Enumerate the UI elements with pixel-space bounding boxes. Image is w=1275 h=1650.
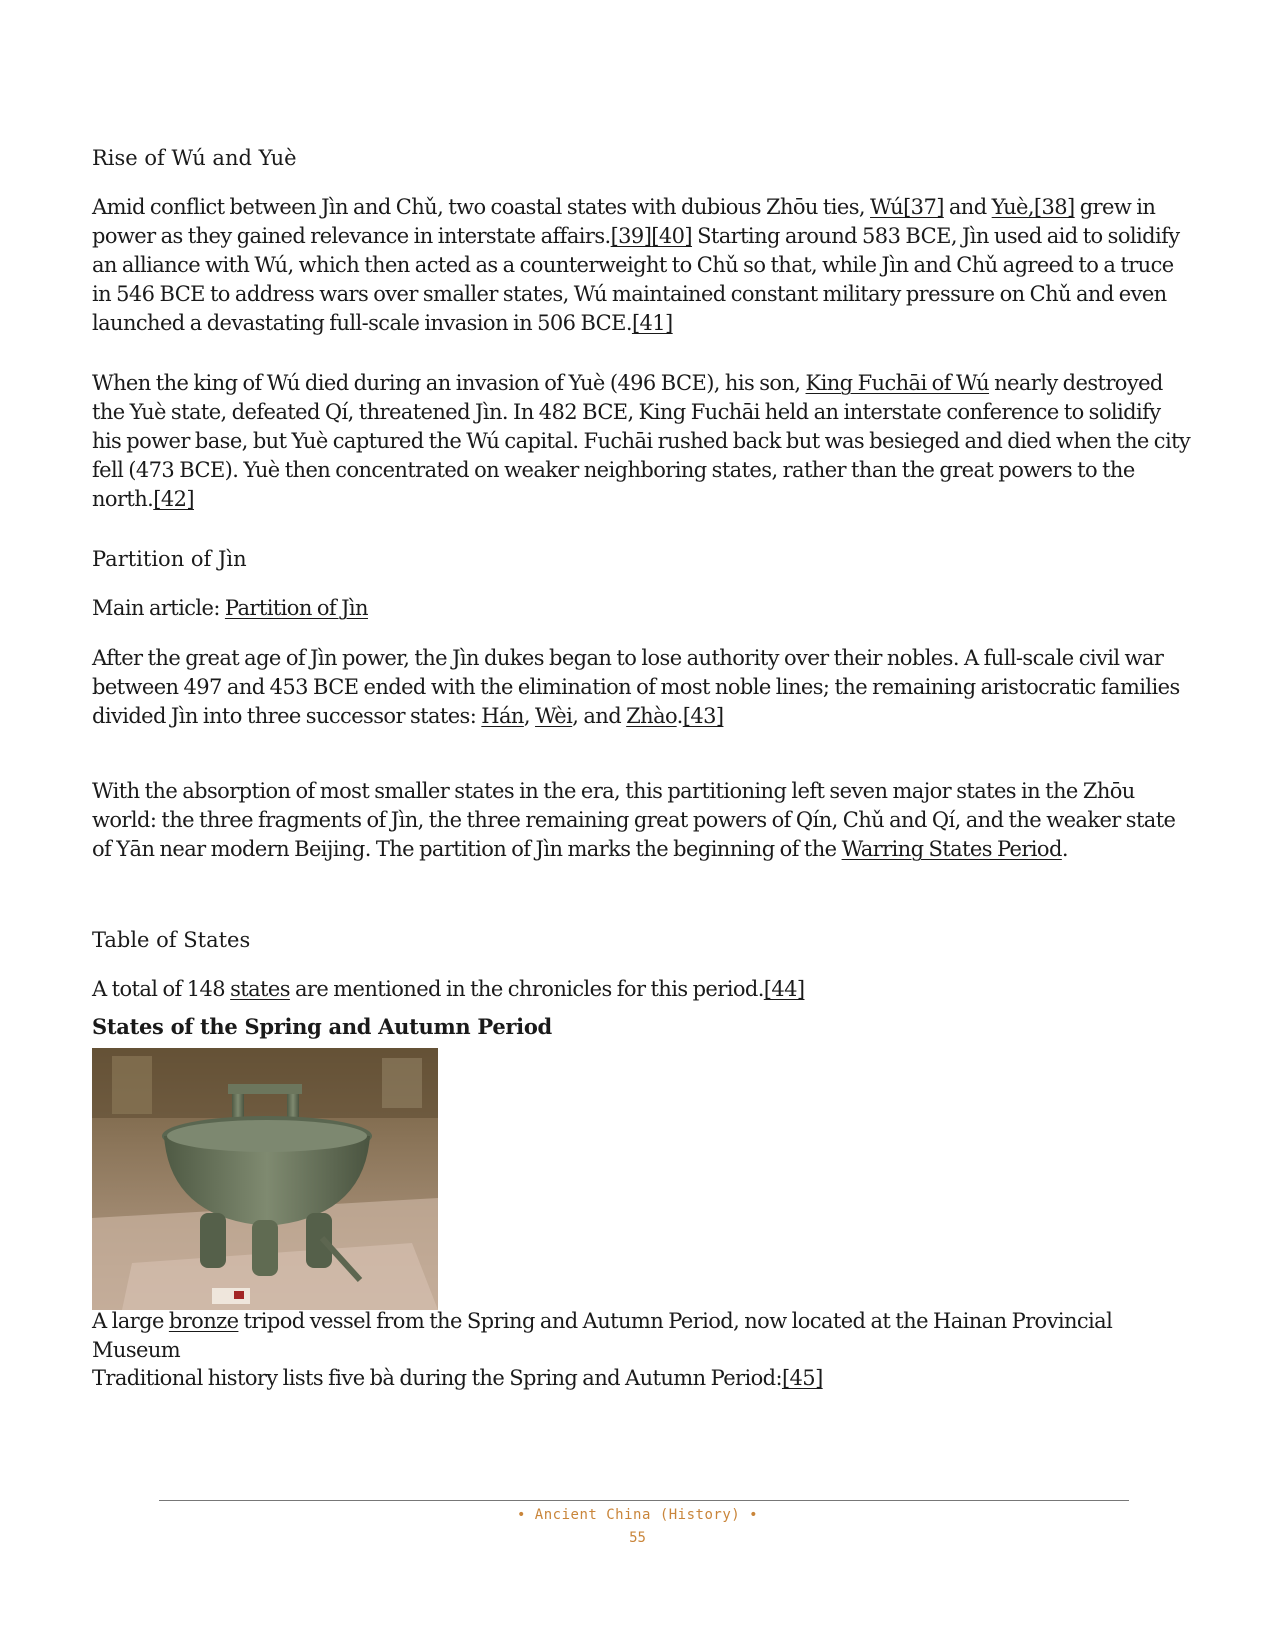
footer-divider — [159, 1500, 1129, 1501]
paragraph-traditional: Traditional history lists five bà during the Spring and Autumn Period:[45] — [92, 1366, 823, 1390]
section-heading-rise: Rise of Wú and Yuè — [92, 146, 297, 170]
citation-43[interactable]: [43] — [682, 704, 724, 728]
link-han[interactable]: Hán — [481, 704, 524, 728]
link-partition-of-jin[interactable]: Partition of Jìn — [224, 596, 368, 620]
states-table-title: States of the Spring and Autumn Period — [92, 1014, 552, 1039]
link-states[interactable]: states — [230, 977, 290, 1001]
paragraph-partition-1: After the great age of Jìn power, the Jìn dukes began to lose authority over their nobles. A full-scale civil war between 497 and 453 BCE ended with the elimination of most noble lines; the remaining aristocratic families divided Jìn into three successor states: Hán, Wèi, and Zhào.[43] — [92, 646, 1180, 728]
link-warring-states-period[interactable]: Warring States Period — [841, 837, 1062, 861]
citation-45[interactable]: [45] — [781, 1366, 823, 1390]
section-heading-partition: Partition of Jìn — [92, 547, 247, 571]
paragraph-rise-1: Amid conflict between Jìn and Chǔ, two coastal states with dubious Zhōu ties, Wú[37] and Yuè,[38] grew in power as they gained relevance in interstate affairs.[39][40] Starting around 583 BCE, Jìn used aid to solidify an alliance with Wú, which then acted as a counterweight to Chǔ so that, while Jìn and Chǔ agreed to a truce in 546 BCE to address wars over smaller states, Wú maintained constant military pressure on Chǔ and even launched a devastating full-scale invasion in 506 BCE.[41] — [92, 195, 1180, 335]
citation-44[interactable]: [44] — [763, 977, 805, 1001]
footer-title: • Ancient China (History) • — [516, 1507, 759, 1523]
bronze-tripod-photo — [92, 1048, 438, 1310]
main-article-line: Main article: Partition of Jìn — [92, 596, 368, 620]
link-bronze[interactable]: bronze — [168, 1309, 239, 1333]
page-number: 55 — [629, 1530, 646, 1546]
link-wu[interactable]: Wú[37] — [870, 195, 944, 219]
link-zhao[interactable]: Zhào — [626, 704, 677, 728]
citation-41[interactable]: [41] — [631, 311, 673, 335]
link-wei[interactable]: Wèi — [535, 704, 573, 728]
citation-42[interactable]: [42] — [153, 487, 194, 511]
citation-39[interactable]: [39] — [610, 224, 652, 248]
paragraph-rise-2: When the king of Wú died during an invasion of Yuè (496 BCE), his son, King Fuchāi of Wú nearly destroyed the Yuè state, defeated Qí, threatened Jìn. In 482 BCE, King Fuchāi held an interstate conference to solidify his power base, but Yuè captured the Wú capital. Fuchāi rushed back but was besieged and died when the city fell (473 BCE). Yuè then concentrated on weaker neighboring states, rather than the great powers to the north.[42] — [92, 371, 1191, 511]
photo-caption: A large bronze tripod vessel from the Spring and Autumn Period, now located at the Hainan Provincial Museum — [92, 1309, 1113, 1362]
paragraph-table-1: A total of 148 states are mentioned in the chronicles for this period.[44] — [92, 977, 805, 1001]
paragraph-partition-2: With the absorption of most smaller states in the era, this partitioning left seven major states in the Zhōu world: the three fragments of Jìn, the three remaining great powers of Qín, Chǔ and Qí, and the weaker state of Yān near modern Beijing. The partition of Jìn marks the beginning of the Warring States Period. — [92, 779, 1176, 861]
link-yue[interactable]: Yuè,[38] — [991, 195, 1075, 219]
section-heading-table: Table of States — [92, 928, 251, 952]
link-king-fuchai[interactable]: King Fuchāi of Wú — [805, 371, 990, 395]
citation-40[interactable]: [40] — [651, 224, 693, 248]
